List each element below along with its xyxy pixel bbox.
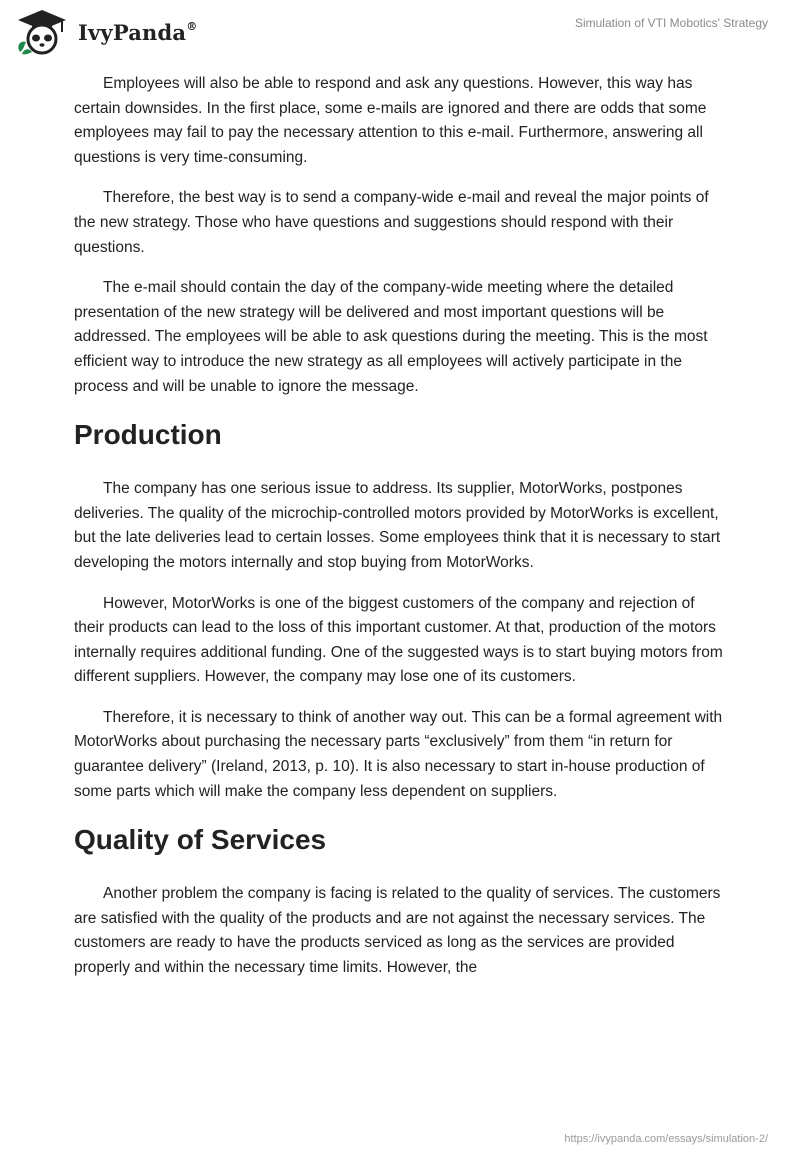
paragraph: The e-mail should contain the day of the company-wide meeting where the detailed presentation of the new strategy will be delivered and most important questions will be addressed. The employees will be able to ask questions during the meeting. This is the most efficient way to introduce the new strategy as all employees will actively participate in the process and will be unable to ignore the message. (74, 279, 708, 395)
section-heading-quality-of-services: Quality of Services (74, 824, 327, 856)
paragraph: Employees will also be able to respond and ask any questions. However, this way has certain downsides. In the first place, some e-mails are ignored and there are odds that some employees may fail to pay the necessary attention to this e-mail. Furthermore, answering all questions is very time-consuming. (74, 75, 707, 166)
document-title: Simulation of VTI Mobotics' Strategy (574, 16, 768, 30)
paragraph: Therefore, it is necessary to think of another way out. This can be a formal agreement with MotorWorks about purchasing the necessary parts “exclusively” from them “in return for guarantee delivery” (Ireland, 2013, p. 10). It is also necessary to start in-house production of some parts which will make the company less dependent on suppliers. (74, 708, 723, 800)
source-url[interactable]: https://ivypanda.com/essays/simulation-2/ (564, 1133, 768, 1145)
logo-wordmark: IvyPanda® (78, 20, 198, 45)
ivypanda-logo[interactable] (14, 8, 214, 56)
paragraph: Therefore, the best way is to send a company-wide e-mail and reveal the major points of the new strategy. Those who have questions and suggestions should respond with their questions. (74, 189, 709, 256)
panda-graduate-icon (14, 8, 70, 56)
paragraph: However, MotorWorks is one of the biggest customers of the company and rejection of their products can lead to the loss of this important customer. At that, production of the motors internally requires additional funding. One of the suggested ways is to start buying motors from different suppliers. However, the company may lose one of its customers. (74, 594, 723, 686)
essay-body (74, 72, 726, 997)
section-heading-production: Production (74, 419, 222, 451)
paragraph: The company has one serious issue to address. Its supplier, MotorWorks, postpones deliveries. The quality of the microchip-controlled motors provided by MotorWorks is excellent, but the late deliveries lead to certain losses. Some employees think that it is necessary to start developing the motors internally and stop buying from MotorWorks. (74, 480, 721, 571)
page-header (0, 0, 800, 60)
paragraph: Another problem the company is facing is related to the quality of services. The customers are satisfied with the quality of the products and are not against the necessary services. The customers are ready to have the products serviced as long as the services are provided properly and within the necessary time limits. However, the (74, 885, 721, 977)
